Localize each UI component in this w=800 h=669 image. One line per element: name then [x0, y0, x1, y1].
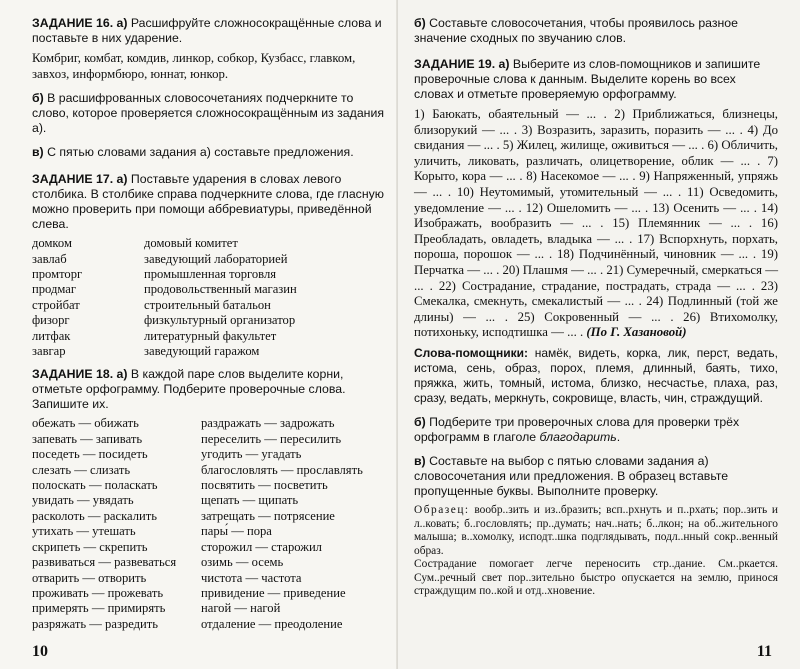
t17-right-cell: домовый комитет [144, 236, 238, 251]
t17-row [32, 313, 297, 328]
t18-right-cell: затрещать — потрясение [201, 508, 335, 523]
t18-right-cell: сторожил — старожил [201, 539, 322, 554]
t18-row [32, 478, 363, 493]
t17-row [32, 329, 297, 344]
t18-left-cell: обежать — обижать [32, 416, 139, 431]
task-19-b-text-1: Подберите три проверочных слова для проверки трёх орфограмм в глаголе [414, 414, 740, 444]
t18-right-cell: посвятить — посветить [201, 478, 328, 493]
t18-left-cell: развиваться — развеваться [32, 555, 177, 570]
task-16-b-text: В расшифрованных словосочетаниях подчеркните то слово, которое проверяется сложносокращённым из задания а). [32, 91, 384, 136]
t17-row [32, 282, 297, 297]
t17-left-cell: промторг [32, 267, 83, 281]
t17-row [32, 236, 297, 251]
task-17-text: Поставьте ударения в словах левого столбика. В столбике справа подчеркните слова, где гласную можно проверить при помощи аббревиатуры, приведённой слева. [32, 172, 384, 232]
t18-right-cell: переселить — пересилить [201, 431, 342, 446]
task-16 [32, 16, 386, 46]
t18-left-cell: увидать — увядать [32, 493, 134, 508]
t18-right-cell: отдаление — преодоление [201, 616, 343, 631]
t17-row [32, 252, 297, 267]
t18-row [32, 509, 363, 524]
t18-row [32, 416, 363, 431]
helper-words-label: Слова-помощники: [414, 345, 528, 360]
t18-left-cell: полоскать — поласкать [32, 478, 158, 493]
task-19-exercise [414, 107, 778, 341]
task-17 [32, 172, 386, 232]
t18-right-cell: раздражать — задрожать [201, 416, 335, 431]
t17-right-cell: строительный батальон [144, 297, 271, 312]
t17-right-cell: продовольственный магазин [144, 282, 297, 297]
page-number-right: 11 [756, 643, 772, 660]
task-19-label: ЗАДАНИЕ 19. а) [414, 57, 510, 71]
t18-right-cell: благословлять — прославлять [201, 462, 363, 477]
t18-right-cell: привидение — приведение [201, 585, 346, 600]
t17-right-cell: заведующий гаражом [144, 344, 260, 359]
t18-row [32, 540, 363, 555]
sample-text-2: Сострадание помогает легче переносить стр..дание. См..ркается. Сум..речный свет пор..зительно быстро опускается на землю, принося страждущим по..кой и отд..хновение. [414, 558, 778, 598]
task-17-table [32, 236, 297, 359]
task-16-words: Комбриг, комбат, комдив, линкор, собкор, Кузбасс, главком, завхоз, информбюро, юннат, юнкор. [32, 51, 356, 81]
t18-left-cell: слезать — слизать [32, 462, 131, 477]
t17-left-cell: литфак [32, 328, 71, 343]
task-16-v [32, 145, 386, 160]
t18-left-cell: примерять — примирять [32, 601, 166, 616]
task-18-text: В каждой паре слов выделите корни, отметьте орфограмму. Подберите проверочные слова. Запишите их. [32, 367, 346, 412]
task-16-label: ЗАДАНИЕ 16. а) [32, 16, 128, 30]
task-18-label: ЗАДАНИЕ 18. а) [32, 367, 128, 382]
t18-row [32, 493, 363, 508]
task-18-b-text: Составьте словосочетания, чтобы проявилось разное значение сходных по звучанию слов. [414, 16, 738, 45]
t18-row [32, 586, 363, 601]
t18-left-cell: утихать — утешать [32, 524, 136, 539]
sample-head: Образец: [414, 503, 470, 516]
task-19-exercise-text: 1) Баюкать, обаятельный — ... . 2) Приближаться, близнецы, близорукий — ... . 3) Возразить, заразить, поразить — ... . 4) До свидания — ... . 5) Жилец, жилище, оживиться — ... . 6) Обличить, уличить, ликовать, различать, олицетворение, облик — ... . 7) Корыто, кора — ... . 8) Насекомое — ... . 9) Напряженный, упряжь — ... . 10) Неутомимый, утомительный — ... . 11) Осведомить, уведомление — ... . 12) Ошеломить — ... . 13) Осенить — ... . 14) Изображать, вообразить — ... . 15) Племянник — ... . 16) Преобладать, овладеть, владыка — ... . 17) Вспорхнуть, порхать, пороша, порошок — ... . 18) Подчинённый, чиновник — ... . 19) Перчатка — ... . 20) Плашмя — ... . 21) Сумеречный, смеркаться — ... . 22) Сострадание, страдание, пострадать, страда — ... . 23) Смекалка, смекнуть, смекалистый — ... . 24) Подлинный (той же длины) — ... . 25) Сокровенный — ... . 26) Втихомолку, потихоньку, исподтишка — ... . [414, 107, 778, 340]
t18-right-cell: угодить — угадать [201, 447, 302, 462]
task-16-v-label: в) [32, 145, 44, 160]
helper-words [414, 346, 778, 406]
t18-row [32, 555, 363, 570]
task-16-text: Расшифруйте сложносокращённые слова и поставьте в них ударение. [32, 16, 382, 45]
sample-text [414, 504, 778, 558]
task-19-v [414, 454, 778, 499]
t18-right-cell: щепать — щипать [201, 493, 299, 508]
t17-left-cell: физорг [32, 313, 70, 328]
t18-left-cell: запевать — запивать [32, 431, 143, 446]
t18-row [32, 447, 363, 462]
task-19-b [414, 415, 778, 445]
t17-left-cell: стройбат [32, 297, 80, 312]
t18-row [32, 617, 363, 632]
t17-left-cell: продмаг [32, 282, 77, 297]
t17-right-cell: физкультурный организатор [144, 313, 296, 328]
t17-row [32, 344, 297, 359]
t18-row [32, 524, 363, 539]
task-19-b-word: благодарить [539, 429, 617, 444]
t17-left-cell: завгар [32, 344, 66, 359]
task-16-v-text: С пятью словами задания а) составьте предложения. [43, 145, 354, 160]
sample-body: вообр..зить и из..бразить; всп..рхнуть и п..рхать; пор..зить и л..ковать; б..гословлять; пр..думать; нач..нать; б..лкон; на об..жительного малыша; в..хомолку, исподт..шка подглядывать, подл..нный сокр..венный образ. [414, 503, 778, 557]
t18-left-cell: скрипеть — скрепить [32, 539, 148, 554]
task-18 [32, 367, 386, 412]
t17-right-cell: промышленная торговля [144, 267, 277, 281]
t18-left-cell: расколоть — раскалить [32, 508, 158, 523]
left-page [0, 0, 398, 669]
task-18-b [414, 16, 778, 46]
t18-left-cell: разряжать — разредить [32, 616, 159, 631]
task-19-v-label: в) [414, 453, 426, 468]
task-19-v-text: Составьте на выбор с пятью словами задания а) словосочетания или предложения. В образец вставьте пропущенные буквы. Выполните проверку. [414, 453, 729, 498]
t18-row [32, 571, 363, 586]
t17-left-cell: завлаб [32, 251, 67, 266]
task-19-b-text-2: . [616, 429, 621, 444]
t18-row [32, 601, 363, 616]
t17-right-cell: заведующий лабораторией [144, 251, 288, 266]
task-16-b [32, 91, 386, 136]
t17-row [32, 267, 297, 282]
task-18-b-label: б) [414, 16, 426, 30]
task-19-b-label: б) [414, 414, 426, 429]
t18-row [32, 463, 363, 478]
task-18-table [32, 416, 363, 632]
t18-right-cell: пары́ — пора [201, 524, 272, 539]
right-page [398, 0, 800, 669]
t18-right-cell: нагой — нагой [201, 601, 281, 616]
task-19-credit: (По Г. Хазановой) [586, 325, 687, 340]
t17-row [32, 298, 297, 313]
t17-left-cell: домком [32, 236, 72, 251]
t18-left-cell: поседеть — посидеть [32, 447, 148, 462]
t18-right-cell: чистота — частота [201, 570, 302, 585]
t18-row [32, 432, 363, 447]
page-number-left: 10 [32, 643, 48, 660]
t18-right-cell: озимь — осемь [201, 555, 284, 570]
t18-left-cell: проживать — прожевать [32, 585, 164, 600]
task-19-text: Выберите из слов-помощников и запишите проверочные слова к данным. Выделите корень во всех словах и отметьте проверяемую орфограмму. [414, 57, 761, 101]
task-16-b-label: б) [32, 91, 44, 106]
task-17-label: ЗАДАНИЕ 17. а) [32, 172, 128, 187]
task-19 [414, 57, 778, 102]
helper-words-list: намёк, видеть, корка, лик, перст, ведать, истома, сень, образ, порох, племя, длинный, баять, тихо, пряжка, жить, томный, истома, близко, несчастье, плаха, раз, сразу, ведать, меркнуть, сокровище, власть, чин, страждущий. [414, 345, 778, 405]
t18-left-cell: отварить — отворить [32, 570, 147, 585]
t17-right-cell: литературный факультет [144, 328, 277, 343]
